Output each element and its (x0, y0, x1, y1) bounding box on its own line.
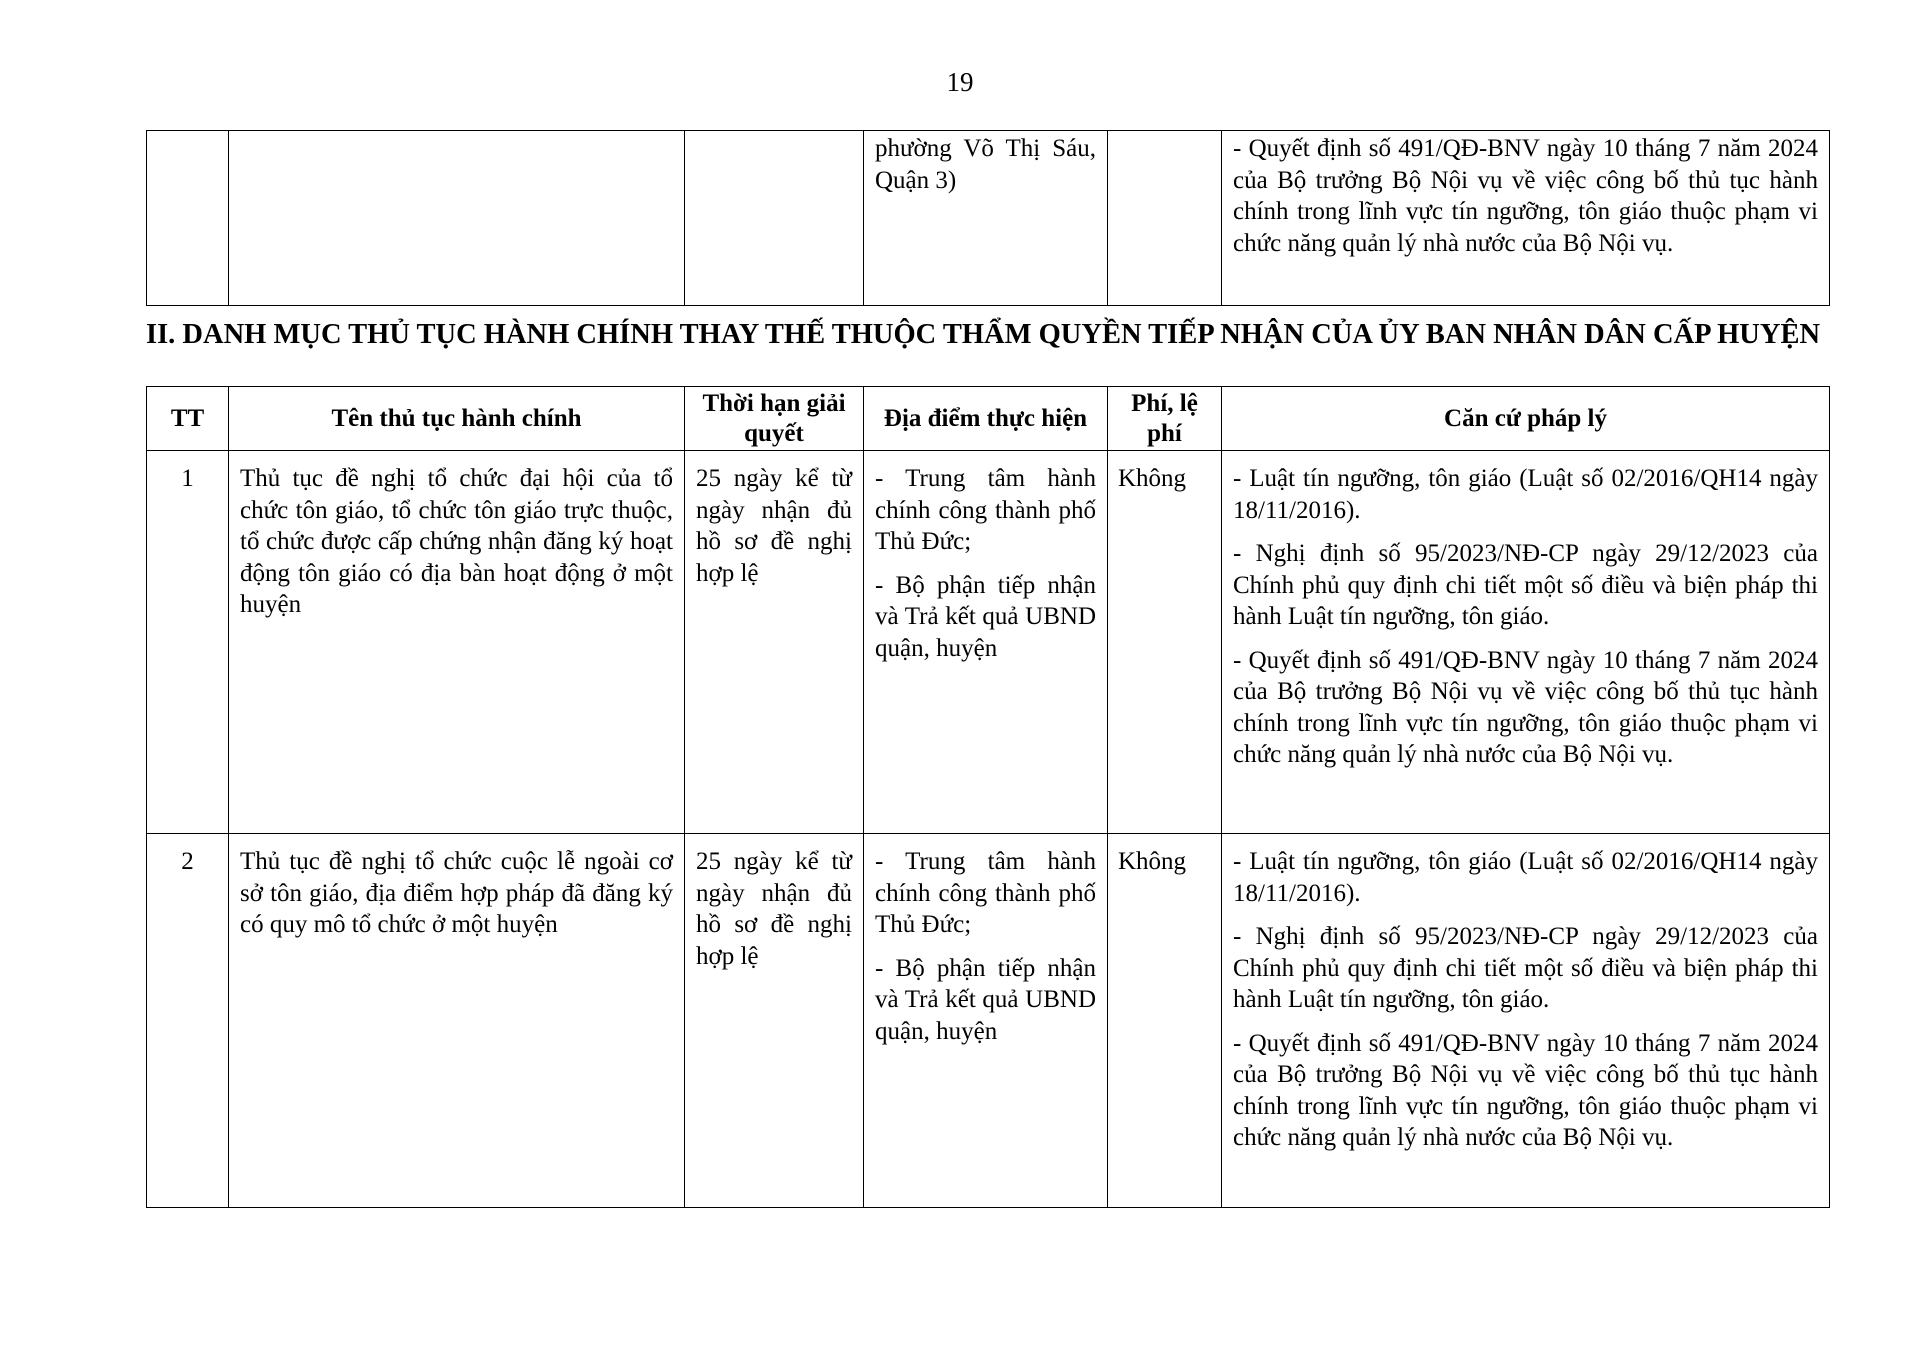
legal-basis-item: - Nghị định số 95/2023/NĐ-CP ngày 29/12/2023 của Chính phủ quy định chi tiết một số điều và biện pháp thi hành Luật tín ngưỡng, tôn giáo. (1233, 540, 1818, 630)
location-item: - Bộ phận tiếp nhận và Trả kết quả UBND quận, huyện (875, 571, 1096, 662)
procedures-table (146, 386, 1830, 1208)
duration-cell: 25 ngày kể từ ngày nhận đủ hồ sơ đề nghị hợp lệ (685, 834, 864, 1208)
legal-basis-cell: - Quyết định số 491/QĐ-BNV ngày 10 tháng 7 năm 2024 của Bộ trưởng Bộ Nội vụ về việc công bố thủ tục hành chính trong lĩnh vực tín ngưỡng, tôn giáo thuộc phạm vi chức năng quản lý nhà nước của Bộ Nội vụ. (1222, 131, 1830, 306)
header-location: Địa điểm thực hiện (864, 387, 1108, 451)
header-tt: TT (147, 387, 229, 451)
table-row (147, 834, 1830, 1208)
legal-basis-cell (1222, 451, 1830, 834)
header-name: Tên thủ tục hành chính (229, 387, 685, 451)
legal-basis-item: - Quyết định số 491/QĐ-BNV ngày 10 tháng 7 năm 2024 của Bộ trưởng Bộ Nội vụ về việc công bố thủ tục hành chính trong lĩnh vực tín ngưỡng, tôn giáo thuộc phạm vi chức năng quản lý nhà nước của Bộ Nội vụ. (1233, 1029, 1818, 1151)
location-item: - Trung tâm hành chính công thành phố Thủ Đức; (875, 848, 1096, 938)
fee-cell (1108, 131, 1222, 306)
legal-basis-item: - Nghị định số 95/2023/NĐ-CP ngày 29/12/2023 của Chính phủ quy định chi tiết một số điều và biện pháp thi hành Luật tín ngưỡng, tôn giáo. (1233, 923, 1818, 1013)
location-item: - Bộ phận tiếp nhận và Trả kết quả UBND quận, huyện (875, 954, 1096, 1045)
legal-basis-item: - Quyết định số 491/QĐ-BNV ngày 10 tháng 7 năm 2024 của Bộ trưởng Bộ Nội vụ về việc công bố thủ tục hành chính trong lĩnh vực tín ngưỡng, tôn giáo thuộc phạm vi chức năng quản lý nhà nước của Bộ Nội vụ. (1233, 646, 1818, 768)
legal-basis-item: - Luật tín ngưỡng, tôn giáo (Luật số 02/2016/QH14 ngày 18/11/2016). (1233, 848, 1818, 907)
fee-cell: Không (1108, 834, 1222, 1208)
location-cell: phường Võ Thị Sáu, Quận 3) (864, 131, 1108, 306)
page-number: 19 (946, 67, 974, 97)
section-heading: II. DANH MỤC THỦ TỤC HÀNH CHÍNH THAY THẾ THUỘC THẨM QUYỀN TIẾP NHẬN CỦA ỦY BAN NHÂN DÂN CẤP HUYỆN (146, 319, 1821, 350)
tt-cell: 2 (147, 834, 229, 1208)
header-duration: Thời hạn giải quyết (685, 387, 864, 451)
table-row (147, 131, 1830, 306)
header-legal-basis: Căn cứ pháp lý (1222, 387, 1830, 451)
duration-cell (685, 131, 864, 306)
legal-basis-item: - Luật tín ngưỡng, tôn giáo (Luật số 02/2016/QH14 ngày 18/11/2016). (1233, 465, 1818, 524)
table-row (147, 451, 1830, 834)
fee-cell: Không (1108, 451, 1222, 834)
location-item: - Trung tâm hành chính công thành phố Thủ Đức; (875, 465, 1096, 555)
legal-basis-cell (1222, 834, 1830, 1208)
procedure-name-cell: Thủ tục đề nghị tổ chức cuộc lễ ngoài cơ sở tôn giáo, địa điểm hợp pháp đã đăng ký có quy mô tổ chức ở một huyện (229, 834, 685, 1208)
header-fee: Phí, lệ phí (1108, 387, 1222, 451)
location-cell (864, 834, 1108, 1208)
duration-cell: 25 ngày kể từ ngày nhận đủ hồ sơ đề nghị hợp lệ (685, 451, 864, 834)
table-header-row (147, 387, 1830, 451)
tt-cell (147, 131, 229, 306)
tt-cell: 1 (147, 451, 229, 834)
continuation-table (146, 130, 1830, 306)
location-cell (864, 451, 1108, 834)
procedure-name-cell (229, 131, 685, 306)
procedure-name-cell: Thủ tục đề nghị tổ chức đại hội của tổ chức tôn giáo, tổ chức tôn giáo trực thuộc, tổ chức được cấp chứng nhận đăng ký hoạt động tôn giáo có địa bàn hoạt động ở một huyện (229, 451, 685, 834)
